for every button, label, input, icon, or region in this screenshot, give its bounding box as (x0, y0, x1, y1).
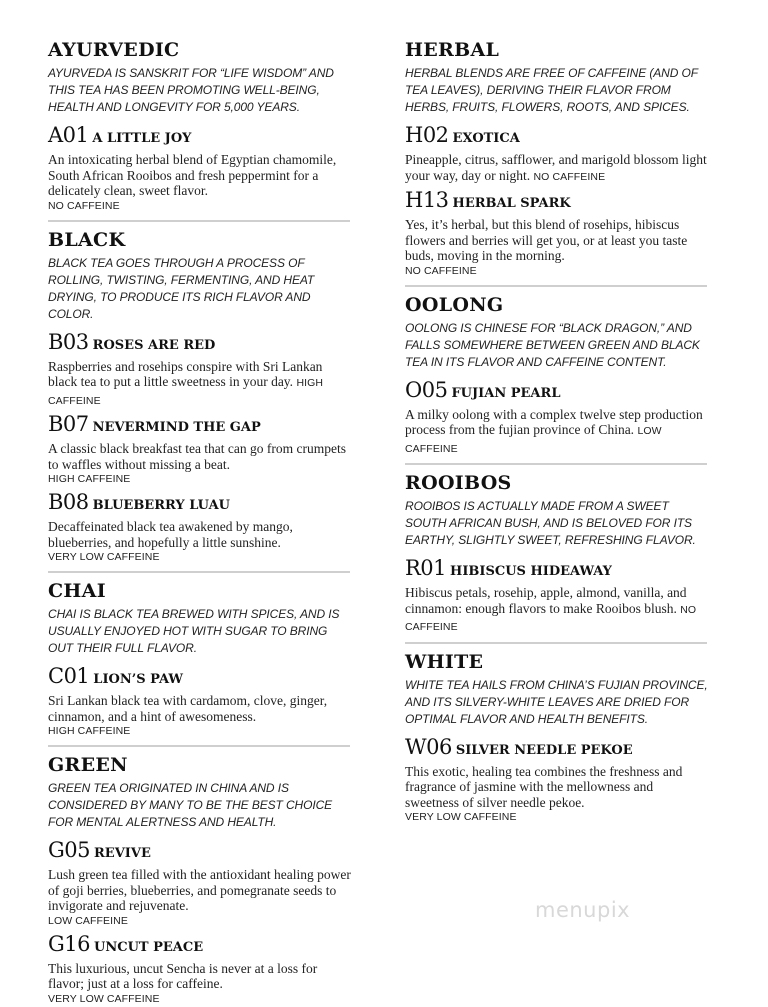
tea-item-header (405, 187, 710, 217)
tea-name: ROSES ARE RED (92, 337, 216, 353)
menu-category (48, 220, 353, 566)
menu-category (48, 571, 353, 739)
tea-item (405, 187, 710, 279)
category-description: WHITE TEA HAILS FROM CHINA’S FUJIAN PROVINCE, AND ITS SILVERY-WHITE LEAVES ARE DRIED FOR OPTIMAL FLAVOR AND HEALTH BENEFITS. (405, 677, 708, 726)
section-divider (405, 642, 707, 644)
section-divider (48, 745, 350, 747)
tea-description (405, 585, 710, 636)
menu-category (48, 38, 353, 214)
category-description: OOLONG IS CHINESE FOR “BLACK DRAGON,” AND FALLS SOMEWHERE BETWEEN GREEN AND BLACK TEA IN ITS FLAVOR AND CAFFEINE CONTENT. (405, 320, 700, 369)
tea-item-header (405, 122, 710, 152)
tea-item-header (405, 377, 710, 407)
tea-item (48, 411, 353, 487)
tea-code: G05 (48, 838, 90, 862)
category-description: CHAI IS BLACK TEA BREWED WITH SPICES, AND IS USUALLY ENJOYED HOT WITH SUGAR TO BRING OUT THEIR FULL FLAVOR. (48, 607, 340, 655)
tea-item (48, 122, 353, 214)
right-column (405, 38, 710, 825)
tea-item-header (48, 411, 353, 441)
tea-description-text: Decaffeinated black tea awakened by mango, blueberries, and hopefully a little sunshine. (48, 519, 293, 550)
caffeine-level: VERY LOW CAFFEINE (405, 811, 517, 823)
tea-description-text: Pineapple, citrus, safflower, and marigold blossom light your way, day or night. (405, 152, 707, 183)
tea-name: LION’S PAW (93, 672, 184, 687)
category-title: OOLONG (405, 293, 504, 316)
tea-item-header (48, 837, 353, 867)
caffeine-level: NO CAFFEINE (405, 603, 697, 633)
caffeine-level: VERY LOW CAFFEINE (48, 992, 160, 1005)
category-title: CHAI (48, 580, 106, 602)
category-title: HERBAL (405, 39, 500, 61)
left-column (48, 38, 353, 1007)
tea-name: SILVER NEEDLE PEKOE (455, 742, 633, 758)
caffeine-level: NO CAFFEINE (533, 170, 606, 183)
tea-description-text: This exotic, healing tea combines the freshness and fragrance of jasmine with the mellowness and sweetness of silver needle pekoe. (405, 763, 683, 810)
tea-name: HIBISCUS HIDEAWAY (450, 564, 612, 579)
section-divider (48, 220, 350, 222)
tea-name: A LITTLE JOY (92, 131, 192, 146)
tea-item (405, 122, 710, 185)
tea-name: HERBAL SPARK (452, 196, 571, 211)
section-divider (405, 463, 707, 465)
menu-category (405, 38, 710, 279)
tea-description-text: An intoxicating herbal blend of Egyptian chamomile, South African Rooibos and fresh peppermint for a delicately clean, sweet flavor. (48, 152, 337, 198)
tea-description (48, 152, 353, 214)
category-description: BLACK TEA GOES THROUGH A PROCESS OF ROLLING, TWISTING, FERMENTING, AND HEAT DRYING, TO PRODUCE ITS RICH FLAVOR AND COLOR. (48, 255, 315, 321)
tea-code: R01 (405, 556, 447, 580)
tea-item (48, 663, 353, 739)
tea-code: W06 (405, 734, 452, 759)
menu-category (405, 463, 710, 636)
tea-name: NEVERMIND THE GAP (92, 420, 261, 435)
tea-code: B07 (48, 412, 89, 436)
category-title: AYURVEDIC (48, 39, 180, 61)
menu-category (48, 745, 353, 1007)
caffeine-level: HIGH CAFFEINE (48, 377, 324, 407)
caffeine-level: LOW CAFFEINE (48, 914, 128, 927)
tea-name: REVIVE (94, 846, 151, 861)
tea-description-text: Raspberries and rosehips conspire with Sri Lankan black tea to put a little sweetness in your day. (48, 358, 323, 389)
category-title: WHITE (405, 650, 484, 673)
tea-code: B08 (48, 490, 89, 514)
caffeine-level: NO CAFFEINE (48, 199, 120, 212)
tea-name: FUJIAN PEARL (451, 385, 561, 401)
category-description: GREEN TEA ORIGINATED IN CHINA AND IS CONSIDERED BY MANY TO BE THE BEST CHOICE FOR MENTAL ALERTNESS AND HEALTH. (48, 781, 333, 829)
category-description: AYURVEDA IS SANSKRIT FOR “LIFE WISDOM” AND THIS TEA HAS BEEN PROMOTING WELL-BEING, HEALTH AND LONGEVITY FOR 5,000 YEARS. (48, 66, 334, 114)
menupix-watermark: menupix (535, 898, 631, 922)
tea-description-text: Yes, it’s herbal, but this blend of rosehips, hibiscus flowers and berries will get you, or at least you taste buds, moving in the morning. (405, 217, 688, 263)
tea-description-text: A milky oolong with a complex twelve step production process from the fujian province of China. (405, 406, 703, 437)
tea-code: C01 (48, 664, 90, 688)
tea-description-text: Lush green tea filled with the antioxidant healing power of goji berries, blueberries, and pomegranate seeds to invigorate and rejuvenate. (48, 867, 351, 913)
tea-name: EXOTICA (452, 131, 520, 146)
tea-code: H02 (405, 123, 449, 147)
tea-item (48, 329, 353, 410)
tea-description (48, 867, 353, 929)
tea-description (48, 519, 353, 565)
tea-item (48, 489, 353, 565)
caffeine-level: NO CAFFEINE (405, 264, 477, 277)
category-title: GREEN (48, 754, 128, 776)
tea-name: BLUEBERRY LUAU (92, 498, 231, 513)
tea-description-text: This luxurious, uncut Sencha is never at a loss for flavor; just at a loss for caffeine. (48, 960, 318, 991)
tea-code: H13 (405, 188, 449, 212)
tea-description (405, 407, 710, 458)
tea-description (48, 441, 353, 487)
tea-description (48, 359, 353, 410)
menu-category (405, 642, 710, 826)
tea-description (48, 693, 353, 739)
tea-code: A01 (48, 123, 89, 147)
caffeine-level: VERY LOW CAFFEINE (48, 551, 160, 563)
tea-description-text: A classic black breakfast tea that can go from crumpets to waffles without missing a beat. (48, 441, 347, 472)
tea-description (405, 217, 710, 279)
tea-item-header (48, 329, 353, 359)
tea-item-header (48, 489, 353, 519)
caffeine-level: LOW CAFFEINE (405, 425, 662, 455)
category-description: ROOIBOS IS ACTUALLY MADE FROM A SWEET SOUTH AFRICAN BUSH, AND IS BELOVED FOR ITS EARTHY, SLIGHTLY SWEET, REFRESHING FLAVOR. (405, 499, 696, 547)
caffeine-level: HIGH CAFFEINE (48, 473, 131, 485)
category-title: ROOIBOS (405, 472, 512, 494)
tea-description-text: Sri Lankan black tea with cardamom, clove, ginger, cinnamon, and a hint of awesomeness. (48, 693, 328, 724)
menu-category (405, 285, 710, 458)
tea-item (48, 837, 353, 929)
tea-description (405, 152, 710, 185)
tea-code: O05 (405, 377, 448, 402)
tea-item (405, 555, 710, 636)
category-description: HERBAL BLENDS ARE FREE OF CAFFEINE (AND OF TEA LEAVES), DERIVING THEIR FLAVOR FROM HERBS, FRUITS, FLOWERS, ROOTS, AND SPICES. (405, 66, 698, 114)
tea-item (405, 734, 710, 826)
tea-item-header (48, 663, 353, 693)
tea-item-header (405, 734, 710, 764)
tea-item (405, 377, 710, 458)
tea-item (48, 931, 353, 1007)
tea-item-header (48, 122, 353, 152)
tea-description-text: Hibiscus petals, rosehip, apple, almond, vanilla, and cinnamon: enough flavors to make Rooibos blush. (405, 585, 687, 616)
tea-item-header (48, 931, 353, 961)
tea-code: B03 (48, 329, 89, 354)
caffeine-level: HIGH CAFFEINE (48, 725, 131, 737)
tea-item-header (405, 555, 710, 585)
section-divider (405, 285, 707, 287)
tea-code: G16 (48, 931, 90, 956)
tea-description (48, 961, 353, 1007)
section-divider (48, 571, 350, 573)
tea-name: UNCUT PEACE (94, 939, 204, 955)
category-title: BLACK (48, 228, 126, 251)
tea-description (405, 764, 710, 826)
